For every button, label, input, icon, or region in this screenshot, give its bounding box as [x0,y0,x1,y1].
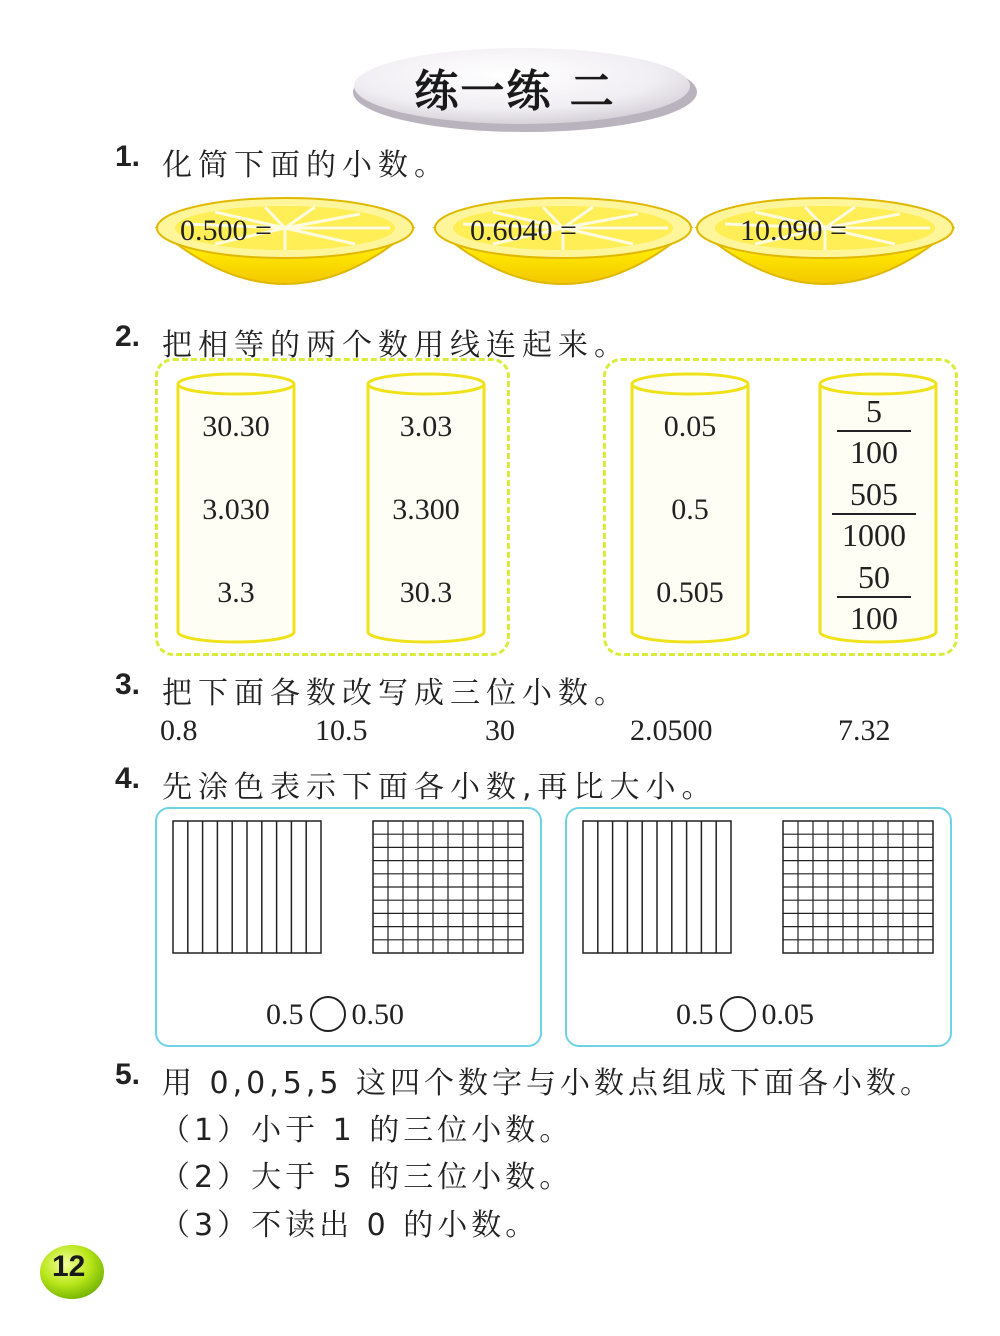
question-5-sub-2: （2）大于 5 的三位小数。 [160,1160,574,1195]
question-5-prompt: 用 0,0,5,5 这四个数字与小数点组成下面各小数。 [162,1066,935,1101]
cylinder-value[interactable]: 3.030 [202,493,270,526]
fraction-denominator: 100 [850,600,898,636]
comparison-right: 0.05 [761,998,814,1031]
cylinder-value[interactable]: 3.03 [399,410,453,443]
comparison-left: 0.5 [676,998,714,1031]
cylinder-value[interactable]: 0.05 [663,410,717,443]
question-5-sub-3: （3）不读出 0 的小数。 [160,1208,540,1243]
cylinder-value[interactable]: 30.30 [202,410,270,443]
q3-value: 7.32 [838,714,891,747]
cylinder-2 [368,390,484,640]
comparison-circle[interactable] [310,996,346,1032]
tenths-grid-1[interactable] [172,820,322,956]
fraction-denominator: 100 [850,434,898,470]
fraction-3[interactable] [829,558,919,638]
comparison-1 [266,998,404,1035]
bowl-2-label: 0.6040 = [470,214,577,247]
q3-value: 2.0500 [630,714,713,747]
cylinder-3 [632,390,748,640]
question-2-prompt: 把相等的两个数用线连起来。 [162,328,630,363]
fraction-1[interactable] [829,392,919,472]
cylinder-value[interactable]: 30.3 [399,576,453,609]
fraction-2[interactable] [824,475,924,555]
q3-value: 0.8 [160,714,198,747]
question-2-number: 2. [115,320,141,353]
question-4-prompt: 先涂色表示下面各小数,再比大小。 [162,770,718,805]
fraction-denominator: 1000 [842,517,906,553]
hundredths-grid-2[interactable] [782,820,934,956]
cylinder-1 [178,390,294,640]
page-number: 12 [52,1250,86,1283]
fraction-numerator: 505 [850,476,898,512]
fraction-numerator: 50 [858,559,890,595]
hundredths-grid-1[interactable] [372,820,524,956]
question-4-number: 4. [115,762,141,795]
lemon-bowls [155,190,955,310]
question-5-sub-1: （1）小于 1 的三位小数。 [160,1113,574,1148]
bowl-3-label: 10.090 = [740,214,847,247]
comparison-left: 0.5 [266,998,304,1031]
tenths-grid-2[interactable] [582,820,732,956]
question-3-number: 3. [115,668,141,701]
comparison-2 [676,998,814,1035]
fraction-numerator: 5 [866,393,882,429]
question-1-number: 1. [115,140,141,173]
cylinder-value[interactable]: 3.300 [392,493,460,526]
cylinder-value[interactable]: 3.3 [217,576,255,609]
question-5-number: 5. [115,1058,141,1091]
question-1-prompt: 化简下面的小数。 [162,148,450,183]
q3-value: 10.5 [315,714,368,747]
bowl-1-label: 0.500 = [180,214,272,247]
page-title: 练一练 二 [414,66,616,117]
comparison-right: 0.50 [351,998,404,1031]
question-3-prompt: 把下面各数改写成三位小数。 [162,676,630,711]
cylinder-value[interactable]: 0.5 [671,493,709,526]
q3-value: 30 [485,714,515,747]
cylinder-value[interactable]: 0.505 [656,576,724,609]
comparison-circle[interactable] [720,996,756,1032]
